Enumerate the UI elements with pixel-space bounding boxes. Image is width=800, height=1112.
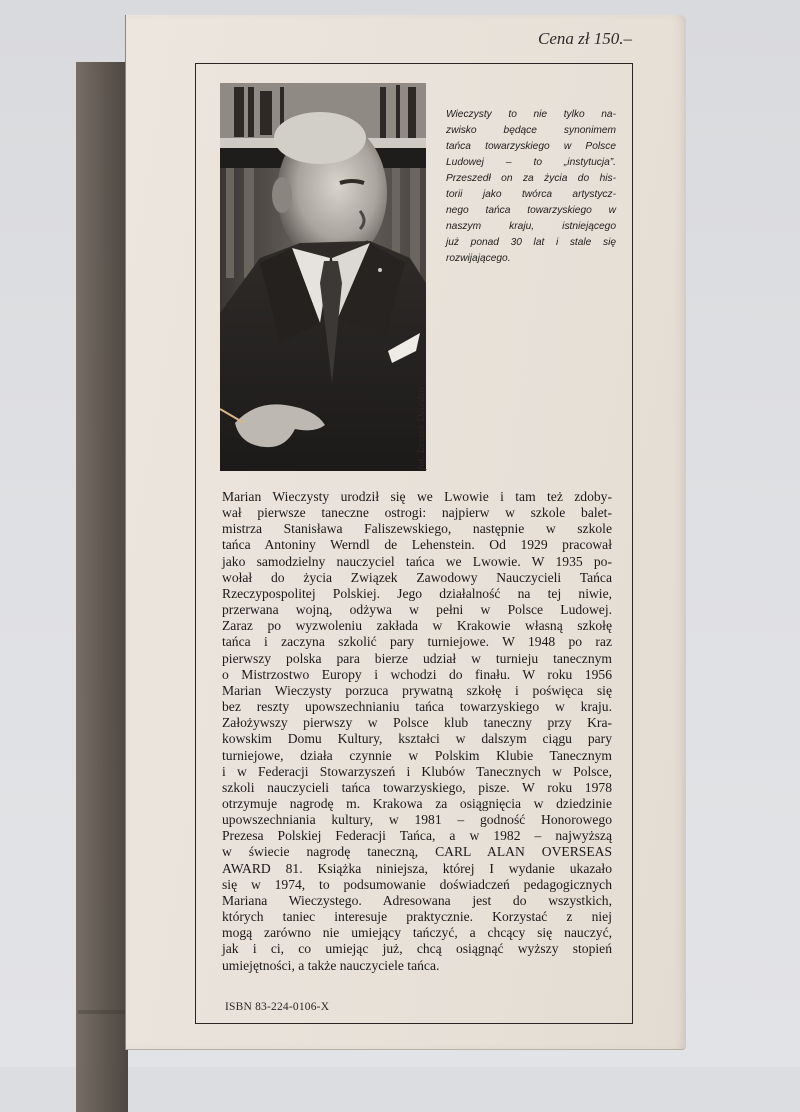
- bio-line: Prezesa Polskiej Federacji Tańca, a w 1982 – najwyższą: [222, 828, 612, 844]
- bio-line: otrzymuje nagrodę m. Krakowa za osiągnięcia w dziedzinie: [222, 795, 612, 811]
- author-portrait-photo: [220, 83, 426, 471]
- blurb-line: zwisko będące synonimem: [446, 125, 616, 136]
- bio-line: umiejętności, a także nauczyciele tańca.: [222, 957, 440, 973]
- blurb-line: Wieczysty to nie tylko na-: [446, 109, 616, 120]
- blurb-line: naszym kraju, istniejącego: [446, 221, 616, 232]
- bio-line: pierwszy polska para bierze udział w turnieju tanecznym: [222, 650, 612, 666]
- blurb-line: Ludowej – to „instytucja”.: [446, 157, 616, 168]
- blurb-line: tańca towarzyskiego w Polsce: [446, 141, 616, 152]
- bio-line: i w Federacji Stowarzyszeń i Klubów Tanecznych w Polsce,: [222, 763, 612, 779]
- bio-line: jak i ci, co umiejąc już, chcą osiągnąć wyższy stopień: [222, 941, 612, 957]
- bio-line: bez reszty upowszechnianiu tańca towarzyskiego w kraju.: [222, 699, 612, 715]
- author-bio-text: [222, 489, 612, 974]
- bio-line: wał pierwsze taneczne ostrogi: najpierw w szkole balet-: [222, 505, 612, 521]
- blurb-line: torii jako twórca artystycz-: [446, 189, 616, 200]
- bio-line: których taniec interesuje praktycznie. Korzystać z niej: [222, 909, 612, 925]
- bio-line: tańca i zaczyna szkolić pary turniejowe. W 1948 po raz: [222, 634, 612, 650]
- isbn-label: ISBN 83-224-0106-X: [225, 1001, 330, 1013]
- blurb-line: Przeszedł on za życia do his-: [446, 173, 616, 184]
- bio-line: Mariana Wieczystego. Adresowana jest do wszystkich,: [222, 892, 612, 908]
- book-shadow-edge: [78, 1010, 128, 1014]
- bio-line: mistrza Stanisława Faliszewskiego, następnie w szkole: [222, 521, 612, 537]
- bio-line: wołał do życia Związek Zawodowy Nauczycieli Tańca: [222, 569, 612, 585]
- bio-line: w świecie nagrodę taneczną, CARL ALAN OVERSEAS: [222, 844, 612, 860]
- blurb-text: [446, 107, 616, 267]
- book-shadow: [76, 62, 128, 1112]
- blurb-line: nego tańca towarzyskiego w: [446, 205, 616, 216]
- bio-line: turniejowe, działa czynnie w Polskim Klubie Tanecznym: [222, 747, 612, 763]
- bio-line: jako samodzielny nauczyciel tańca we Lwowie. W 1935 po-: [222, 553, 612, 569]
- bio-line: szkoli nauczycieli tańca towarzyskiego, pisze. W roku 1978: [222, 779, 612, 795]
- bio-line: się w 1974, to podsumowanie doświadczeń pedagogicznych: [222, 876, 612, 892]
- bio-line: tańca Antoniny Werndl de Lehenstein. Od 1929 pracował: [222, 537, 612, 553]
- bio-line: Zaraz po wyzwoleniu zakłada w Krakowie własną szkołę: [222, 618, 612, 634]
- blurb-line: rozwijającego.: [446, 253, 511, 264]
- bio-line: przerwana wojną, odżywa w pełni w Polsce Ludowej.: [222, 602, 612, 618]
- bio-line: kowskim Domu Kultury, kształci w dalszym ciągu pary: [222, 731, 612, 747]
- bio-line: Marian Wieczysty urodził się we Lwowie i tam też zdoby-: [222, 489, 612, 504]
- bio-line: mogą zarówno nie umiejący tańczyć, a chcący się nauczyć,: [222, 925, 612, 941]
- bio-line: Założywszy pierwszy w Polsce klub taneczny przy Kra-: [222, 715, 612, 731]
- price-label: Cena zł 150.–: [538, 29, 632, 48]
- photo-credit: fot. Leszek Dziedzic: [416, 384, 427, 470]
- bio-line: Rzeczypospolitej Polskiej. Jego działalność na tej niwie,: [222, 585, 612, 601]
- bio-line: AWARD 81. Książka niniejsza, której I wydanie ukazało: [222, 860, 612, 876]
- portrait-icon: [220, 83, 426, 471]
- bio-line: Marian Wieczysty porzuca prywatną szkołę i poświęca się: [222, 682, 612, 698]
- bio-line: o Mistrzostwo Europy i wchodzi do finału. W roku 1956: [222, 666, 612, 682]
- blurb-line: już ponad 30 lat i stale się: [446, 237, 616, 248]
- bio-line: upowszechniania kultury, w 1981 – godność Honorowego: [222, 812, 612, 828]
